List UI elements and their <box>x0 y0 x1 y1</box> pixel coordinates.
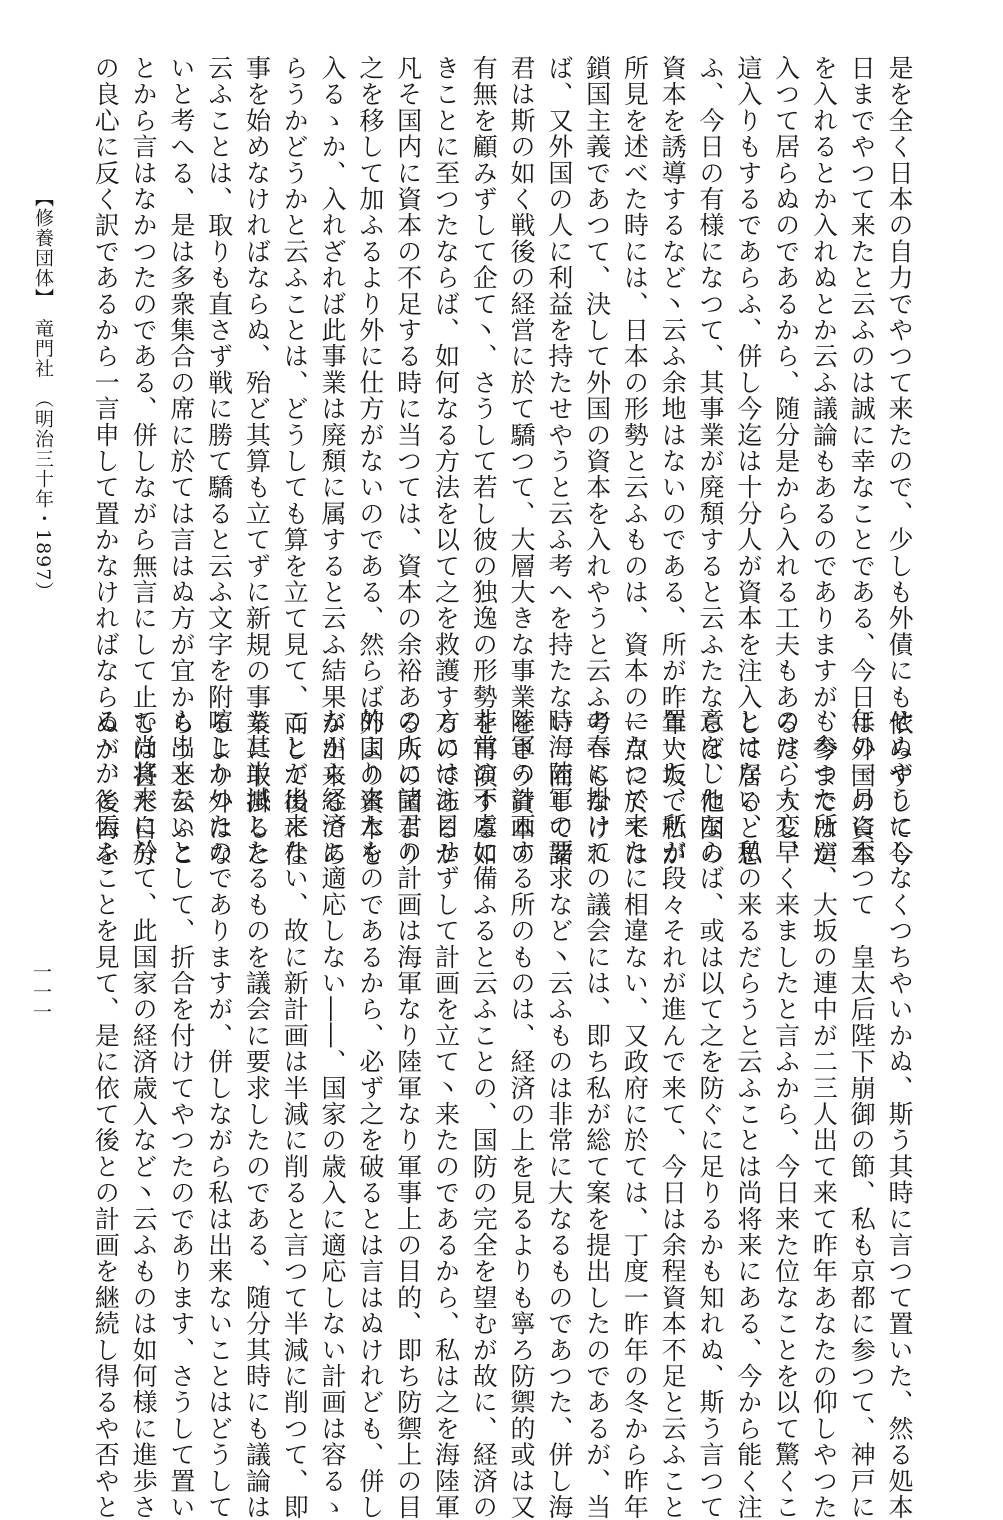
text-column: 這入りもするであらふ、併し今迄は十分人が資本を注入して居ると思 <box>733 55 763 868</box>
text-column: いと考へる、是は多衆集合の席に於ては言はぬ方が宜からうと云ふこ <box>166 55 196 868</box>
text-column: のは、大変早く来ましたと言ふから、今日来た位なことを以て驚くこ <box>771 708 801 1520</box>
text-column: の春に掛けての議会には、即ち私が総て案を提出したのであるが、当 <box>582 708 612 1520</box>
text-column: 有無を顧みずして企て丶、さうして若し彼の独逸の形勢を再演する如 <box>469 55 499 868</box>
text-column: になつて来たに相違ない、又政府に於ては、丁度一昨年の冬から昨年 <box>620 708 650 1520</box>
text-column: 入るゝか、入れざれば此事業は廃頽に属すると云ふ結果が出来るであ <box>318 55 348 868</box>
text-column: とから言はなかつたのである、併しながら無言にして止むは甚だ自分 <box>129 55 159 868</box>
text-column: 陸軍の計画する所のものは、経済の上を見るよりも寧ろ防禦的或は又 <box>507 708 537 1520</box>
text-column: を入れるとか入れぬとか云ふ議論もあるのでありますが、今までは這 <box>809 55 839 868</box>
text-column: きことに至つたならば、如何なる方法を以て之を救護するのであるか <box>431 55 461 868</box>
text-column: 喧しかつたのでありますが、併しながら私は出来ないことはどうして <box>204 708 234 1520</box>
text-column: の人に諸君の計画は海軍なり陸軍なり軍事上の目的、即ち防禦上の目 <box>393 708 423 1520</box>
text-column: 所見を述べた時には、日本の形勢と云ふものは、資本の一点に於ては <box>620 55 650 868</box>
text-column: 非常の不虞に備ふると云ふことの、国防の完全を望むが故に、経済の <box>469 708 499 1520</box>
text-column: 鎖国主義であつて、決して外国の資本を入れやうと云ふ考へもなけれ <box>582 55 612 868</box>
text-column: て尚将来に於て、此国家の経済歳入など丶云ふものは如何様に進歩さ <box>129 708 159 1520</box>
text-column: る丶かと云ふことを見て、是に依て後との計画を継続し得るや否やと <box>91 708 121 1520</box>
text-column: 方には注目せずして計画を立て丶来たのであるから、私は之を海陸軍 <box>431 708 461 1520</box>
text-column: せぬやうにしなくつちやいかぬ、斯う其時に言つて置いた、然る処本 <box>885 708 914 1520</box>
text-column: 事を始めなければならぬ、殆ど其算も立てずに新規の事業に取掛ると <box>242 55 272 868</box>
text-column: も出来ないとして、折合を付けてやつたのであります、さうして置い <box>166 708 196 1520</box>
running-head: 【修養団体】 竜門社 （明治三十年・1897） <box>32 188 54 602</box>
text-column: 之を移して加ふるより外に仕方がないのである、然らば外国の資本を <box>355 55 385 868</box>
text-column: も参つた所が、大坂の連中が二三人出て来て昨年あなたの仰しやつた <box>809 708 839 1520</box>
text-column: ふ、今日の有様になつて、其事業が廃頽すると云ふたならば、他国の <box>696 55 726 868</box>
text-column: 君は斯の如く戦後の経営に於て驕つて、大層大きな事業をさう資本の <box>507 55 537 868</box>
text-column: 意をしたならば、或は以て之を防ぐに足りるかも知れぬ、斯う言つて <box>696 708 726 1520</box>
text-block-lower <box>86 708 918 1520</box>
text-column: らうかどうかと云ふことは、どうしても算を立て見て、而して後に仕 <box>280 55 310 868</box>
text-column: 時海陸軍の要求など丶云ふものは非常に大なるものであつた、併し海 <box>544 708 574 1520</box>
text-column: 云ふことは、取りも直さず戦に勝て驕ると云ふ文字を附るより外はな <box>204 55 234 868</box>
text-block-upper <box>86 55 918 868</box>
text-column: 的より来たものであるから、必ず之を破るとは言はぬけれども、併し <box>355 708 385 1520</box>
text-column: 凡そ国内に資本の不足する時に当つては、資本の余裕ある所の国より <box>393 55 423 868</box>
page-number: 一一一 <box>30 962 52 1022</box>
text-column: 年の一月に至つて 皇太后陛下崩御の節、私も京都に参つて、神戸に <box>847 708 877 1520</box>
text-column: とはない、私の来るだらうと云ふことは尚将来にある、今から能く注 <box>733 708 763 1520</box>
text-column: 資本を誘導するなど丶云ふ余地はないのである、所が昨年大坂で私が <box>658 55 688 868</box>
text-column: ながら経済に適応しない――、国家の歳入に適応しない計画は容るゝ <box>318 708 348 1520</box>
text-column: 入つて居らぬのであるから、随分是から入れる工夫もあるだらうし、 <box>771 55 801 868</box>
text-column: の良心に反く訳であるから一言申して置かなければならぬが、後悔を <box>91 55 121 868</box>
text-column: ことが出来ない、故に新計画は半減に削ると言つて半減に削つて、即 <box>280 708 310 1520</box>
text-column: ち其半減したるものを議会に要求したのである、随分其時にも議論は <box>242 708 272 1520</box>
text-column: 是を全く日本の自力でやつて来たので、少しも外債にも依らずして今 <box>885 55 914 868</box>
text-column: 置いた、所が段々それが進んで来て、今日は余程資本不足と云ふこと <box>658 708 688 1520</box>
text-column: 日までやつて来たと云ふのは誠に幸なことである、今日は外国の資本 <box>847 55 877 868</box>
text-column: ば、又外国の人に利益を持たせやうと云ふ考へを持たない、而して諸 <box>544 55 574 868</box>
